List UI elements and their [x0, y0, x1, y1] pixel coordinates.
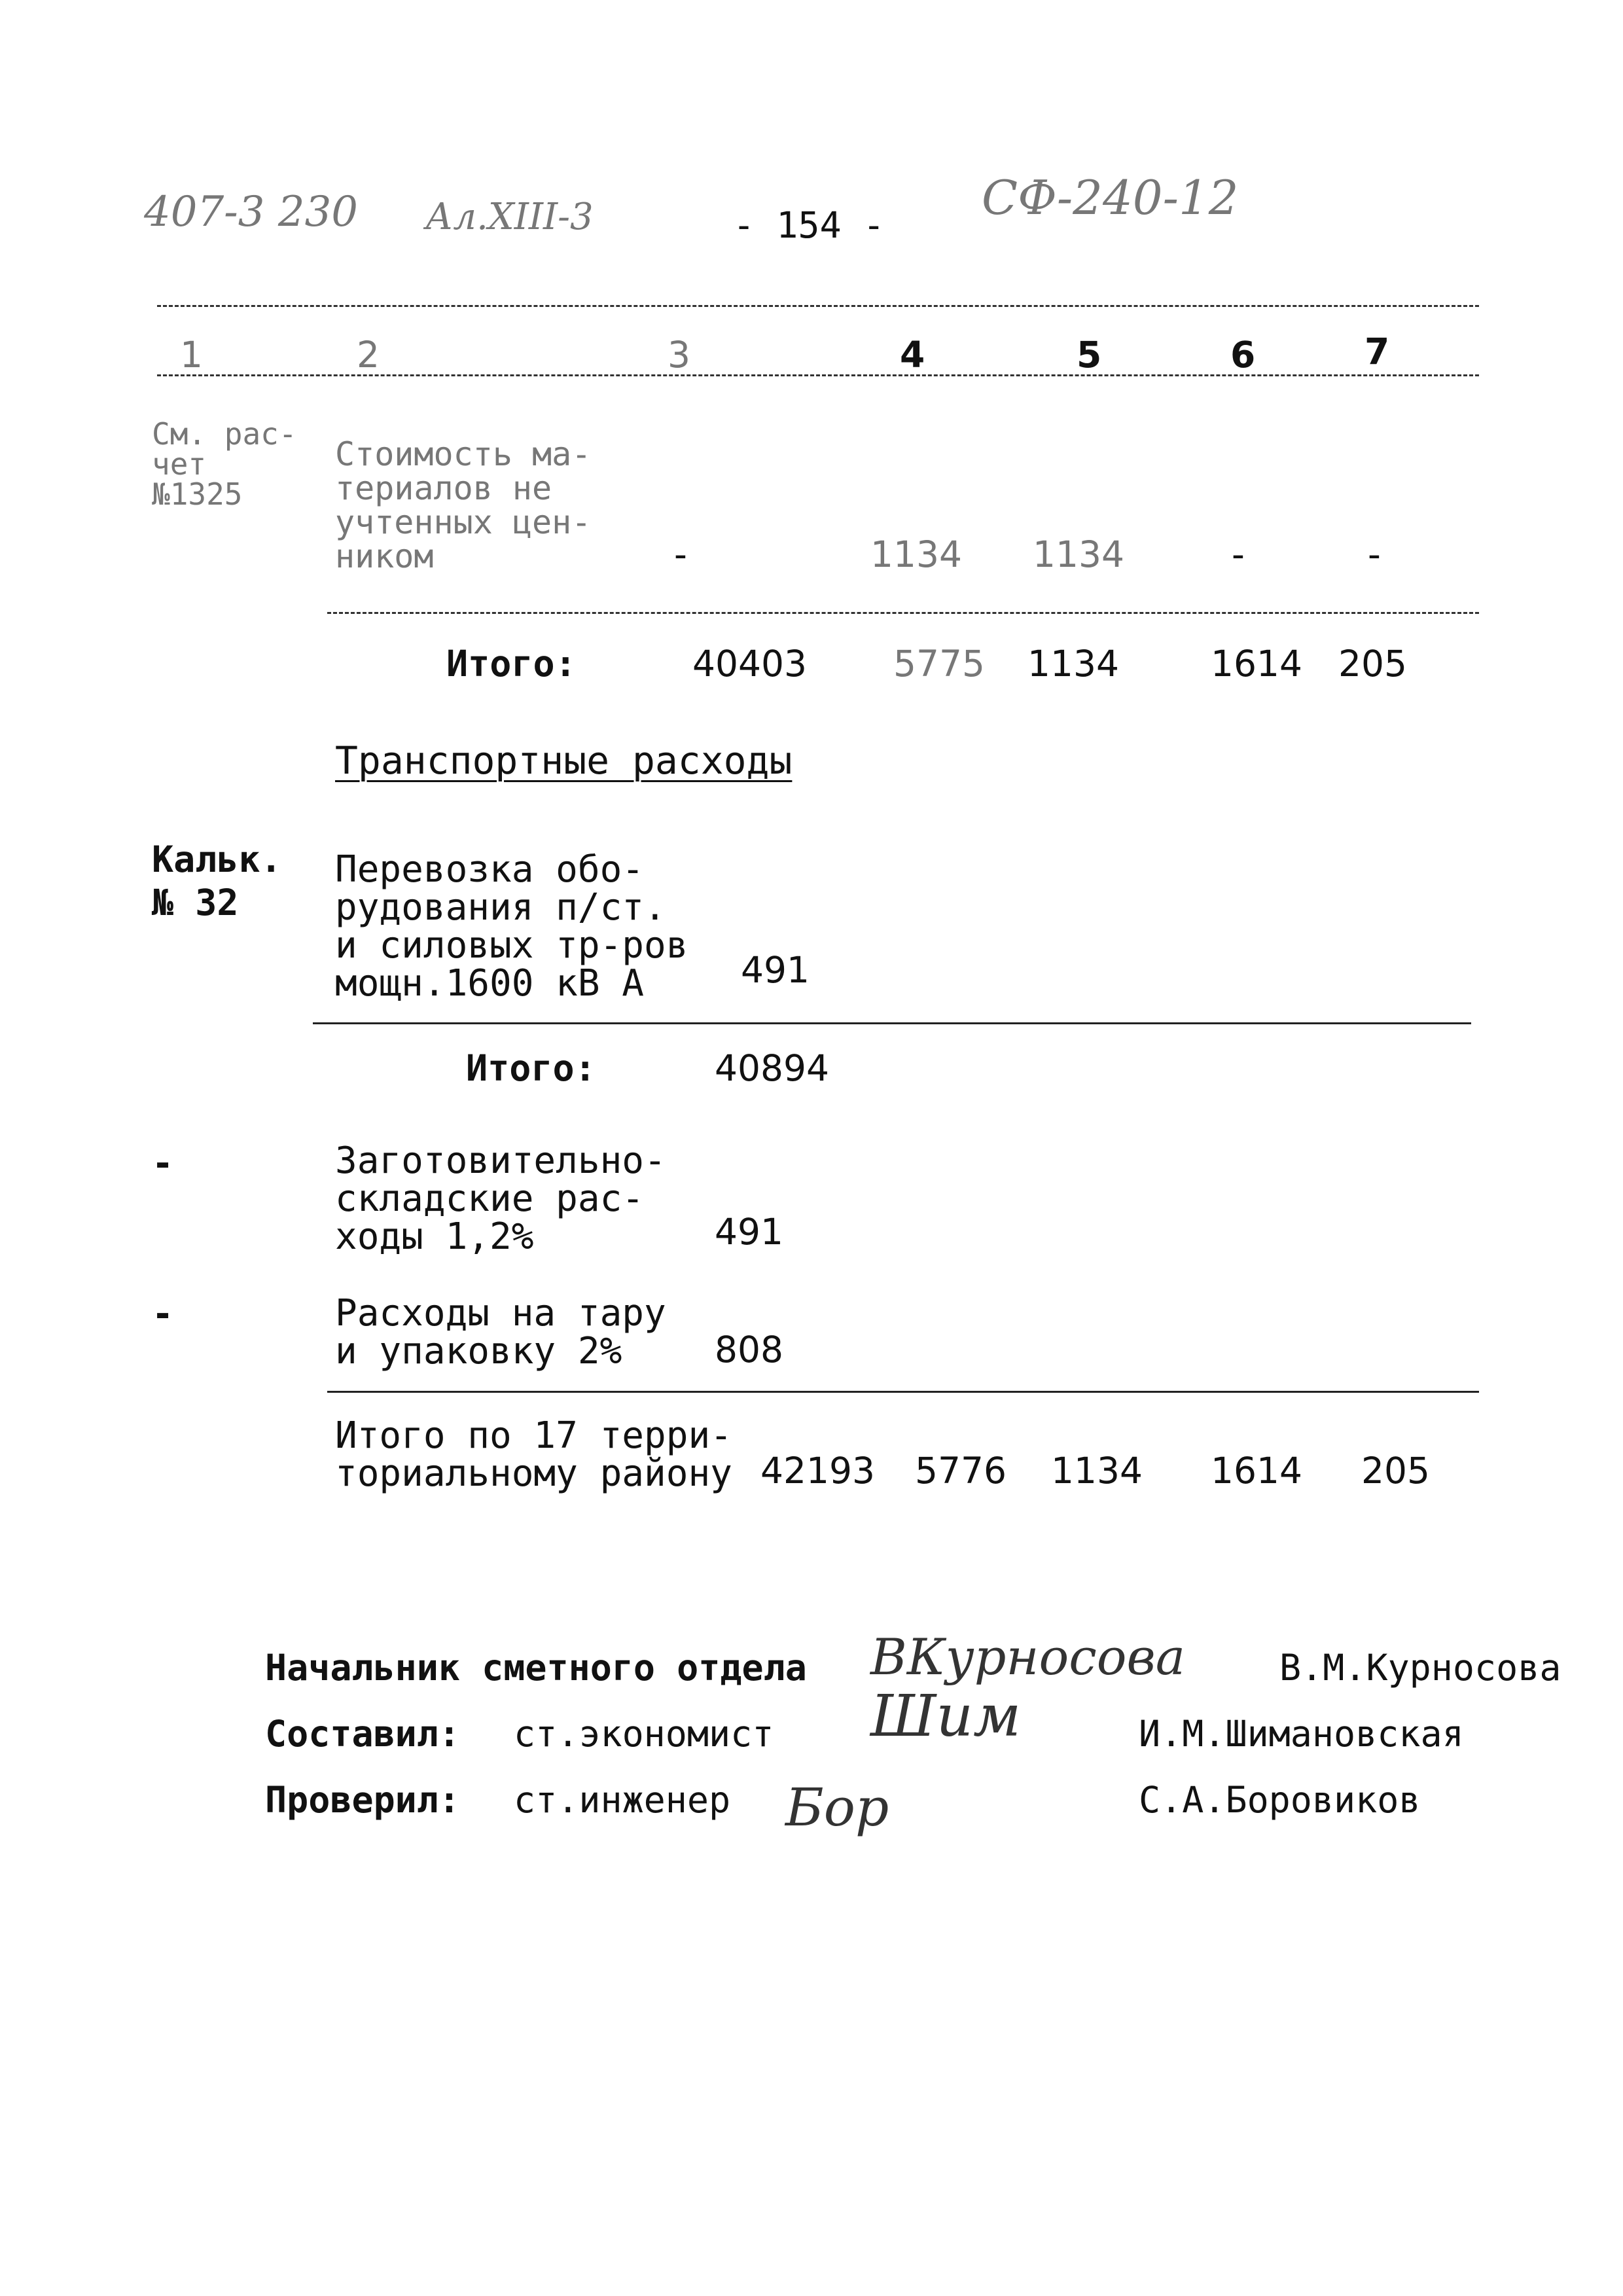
- table-top-rule: [157, 305, 1479, 307]
- column-header-4: 4: [900, 334, 925, 376]
- total1-col4: 5775: [893, 643, 985, 685]
- handwritten-signature-composer: Шим: [870, 1682, 1022, 1749]
- column-header-6: 6: [1230, 334, 1256, 376]
- total1-label: Итого:: [446, 643, 577, 685]
- row4-description: Расходы на тару и упаковку 2%: [335, 1292, 666, 1372]
- signature-title-checker: ст.инженер: [514, 1779, 731, 1821]
- signature-name-chief: В.М.Курносова: [1279, 1647, 1561, 1689]
- row2-col3: 491: [741, 949, 810, 991]
- row1-col3: -: [674, 533, 687, 575]
- document-code-right: СФ-240-12: [982, 170, 1239, 225]
- final-total-col3: 42193: [760, 1450, 875, 1492]
- row2-description: Перевозка обо- рудования п/ст. и силовых тр-ров мощн.1600 кВ А: [335, 848, 688, 1005]
- row1-col7: -: [1368, 533, 1381, 575]
- final-total-col4: 5776: [915, 1450, 1007, 1492]
- document-code-left: 407-3 230: [144, 188, 358, 236]
- page-number: - 154 -: [733, 204, 885, 246]
- row1-reference: См. рас- чет №1325: [152, 416, 297, 512]
- row2-rule: [313, 1022, 1471, 1024]
- column-header-3: 3: [668, 334, 690, 376]
- total1-col3: 40403: [692, 643, 807, 685]
- row1-col4: 1134: [870, 533, 962, 575]
- row1-description: Стоимость ма- териалов не учтенных цен- ником: [335, 435, 592, 575]
- album-number: Ал.XIII-3: [425, 196, 594, 238]
- signature-name-checker: С.А.Боровиков: [1139, 1779, 1421, 1821]
- header-bottom-rule: [157, 374, 1479, 376]
- total2-label: Итого:: [466, 1047, 596, 1089]
- total1-col6: 1614: [1211, 643, 1302, 685]
- final-total-label: Итого по 17 терри- ториальному району: [335, 1414, 732, 1495]
- signature-role-chief: Начальник сметного отдела: [265, 1647, 807, 1689]
- signature-name-composer: И.М.Шимановская: [1139, 1713, 1464, 1755]
- total1-col5: 1134: [1027, 643, 1119, 685]
- total1-col7: 205: [1338, 643, 1407, 685]
- signature-role-checker: Проверил:: [265, 1779, 461, 1821]
- row4-rule: [327, 1391, 1479, 1393]
- column-header-5: 5: [1077, 334, 1102, 376]
- row4-reference: -: [152, 1293, 174, 1335]
- total2-col3: 40894: [715, 1047, 829, 1089]
- row1-col6: -: [1232, 533, 1245, 575]
- row3-reference: -: [152, 1142, 174, 1184]
- row3-description: Заготовительно- складские рас- ходы 1,2%: [335, 1139, 666, 1258]
- column-header-1: 1: [180, 334, 203, 376]
- handwritten-signature-checker: Бор: [785, 1777, 889, 1838]
- handwritten-signature-chief: ВКурносова: [870, 1628, 1186, 1686]
- section-title-transport: Транспортные расходы: [335, 738, 793, 783]
- row2-reference: Кальк. № 32: [152, 838, 282, 924]
- row1-col5: 1134: [1033, 533, 1124, 575]
- signature-title-composer: ст.экономист: [514, 1713, 774, 1755]
- column-header-2: 2: [357, 334, 380, 376]
- final-total-col5: 1134: [1051, 1450, 1143, 1492]
- row3-col3: 491: [715, 1211, 783, 1253]
- final-total-col6: 1614: [1211, 1450, 1302, 1492]
- final-total-col7: 205: [1361, 1450, 1430, 1492]
- signature-role-composer: Составил:: [265, 1713, 461, 1755]
- row1-rule: [327, 612, 1479, 614]
- column-header-7: 7: [1364, 331, 1390, 372]
- row4-col3: 808: [715, 1329, 783, 1371]
